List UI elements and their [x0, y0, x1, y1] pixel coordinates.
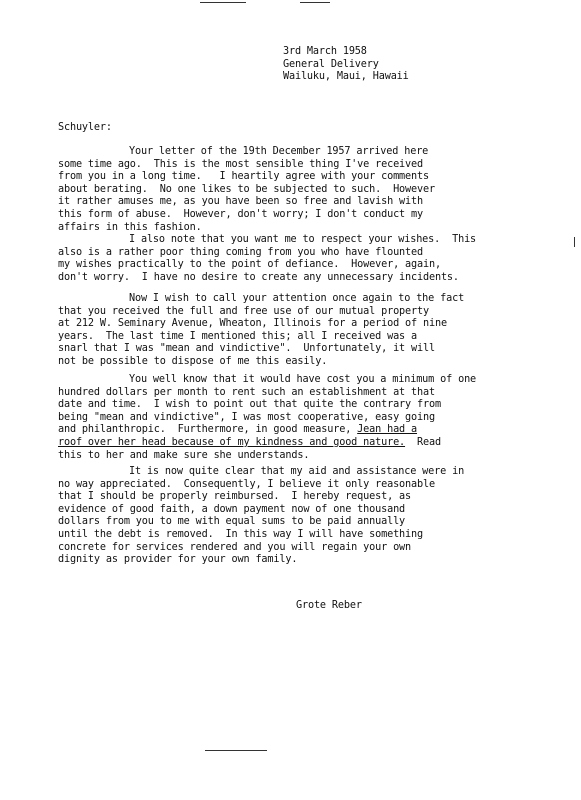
text-line: my wishes practically to the point of defiance. However, again, — [58, 259, 441, 271]
text-line: at 212 W. Seminary Avenue, Wheaton, Illinois for a period of nine — [58, 318, 447, 330]
text-line: this to her and make sure she understands. — [58, 449, 310, 461]
address-line: Wailuku, Maui, Hawaii — [283, 71, 409, 83]
text-line: not be possible to dispose of me this easily. — [58, 355, 328, 367]
text-line: Now I wish to call your attention once again to the fact — [129, 293, 465, 304]
paragraph — [58, 374, 538, 462]
text-line: dollars from you to me with equal sums to be paid annually — [58, 516, 406, 528]
text-line: concrete for services rendered and you will regain your own — [58, 541, 412, 553]
paragraph — [58, 466, 538, 567]
paragraph — [58, 234, 538, 284]
text-line: It is now quite clear that my aid and assistance were in — [129, 466, 465, 477]
text-line — [58, 424, 538, 437]
scan-mark-top — [200, 2, 246, 3]
text-line: about berating. No one likes to be subjected to such. However — [58, 183, 435, 195]
text-line: years. The last time I mentioned this; all I received was a — [58, 330, 418, 342]
text-line: snarl that I was "mean and vindictive". Unfortunately, it will — [58, 343, 435, 355]
text-line: also is a rather poor thing coming from you who have flounted — [58, 246, 423, 258]
text-line: until the debt is removed. In this way I will have something — [58, 528, 423, 540]
text-line: no way appreciated. Consequently, I believe it only reasonable — [58, 478, 435, 490]
text-line: that I should be properly reimbursed. I hereby request, as — [58, 491, 412, 503]
letter-date: 3rd March 1958 — [283, 46, 367, 57]
text-line: from you in a long time. I heartily agree with your comments — [58, 171, 429, 183]
text-line: dignity as provider for your own family. — [58, 554, 298, 566]
text-line: You well know that it would have cost you a minimum of one — [129, 374, 477, 385]
text-line: Your letter of the 19th December 1957 arrived here — [129, 146, 429, 157]
underlined-text: roof over her head because of my kindness and good nature. — [58, 436, 406, 448]
text-line: being "mean and vindictive", I was most cooperative, easy going — [58, 411, 435, 423]
text-line: this form of abuse. However, don't worry; I don't conduct my — [58, 208, 423, 220]
text-segment: and philanthropic. Furthermore, in good measure, — [58, 424, 358, 436]
sender-address — [283, 46, 409, 84]
text-line: don't worry. I have no desire to create any unnecessary incidents. — [58, 271, 459, 283]
paragraph — [58, 146, 538, 234]
scan-mark-right — [574, 237, 575, 247]
text-line: I also note that you want me to respect your wishes. This — [129, 234, 477, 245]
scan-mark-bottom — [205, 750, 267, 751]
text-line: that you received the full and free use of our mutual property — [58, 305, 429, 317]
text-line: it rather amuses me, as you have been so free and lavish with — [58, 196, 423, 208]
text-line: some time ago. This is the most sensible thing I've received — [58, 158, 423, 170]
salutation: Schuyler: — [58, 122, 112, 133]
paragraph — [58, 293, 538, 369]
underlined-text: Jean had a — [357, 424, 418, 436]
scan-mark-top-right — [300, 2, 330, 3]
address-line: General Delivery — [283, 58, 379, 70]
text-segment: Read — [405, 436, 441, 448]
text-line: evidence of good faith, a down payment now of one thousand — [58, 503, 406, 515]
signature-name: Grote Reber — [296, 600, 362, 611]
text-line — [58, 437, 538, 450]
text-line: affairs in this fashion. — [58, 221, 202, 233]
text-line: date and time. I wish to point out that quite the contrary from — [58, 399, 441, 411]
text-line: hundred dollars per month to rent such an establishment at that — [58, 386, 435, 398]
